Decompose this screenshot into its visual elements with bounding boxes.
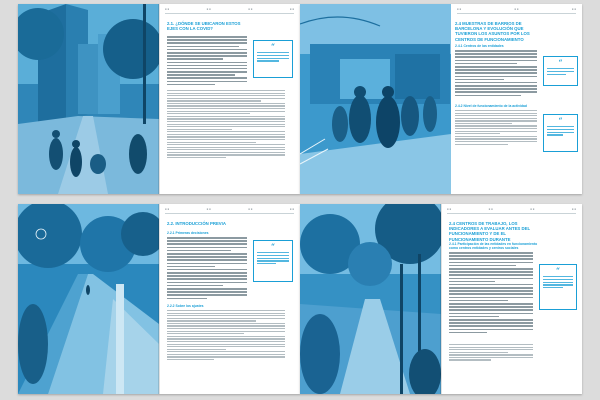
spread-3 [18, 204, 300, 394]
spread-4 [300, 204, 582, 394]
section-heading: 2.4 MUESTRAS DE BARRIOS DE BARCELONA Y EVOLUCIÓN QUE TUVIERON LOS ASUNTOS POR LOS CENTROS DE FUNCIONAMIENTO [455, 21, 530, 42]
subsection-heading: 2.2.1 Primeras decisiones [167, 231, 209, 235]
street-photo [18, 4, 159, 194]
pull-quote: “ [543, 56, 578, 86]
spread-1 [18, 4, 300, 194]
spine [440, 204, 442, 394]
text-page [159, 204, 300, 394]
body-text [167, 237, 247, 301]
running-header: ■ ■ ■ ■ ■ ■ [457, 8, 576, 11]
body-text [449, 252, 533, 335]
text-page [451, 4, 582, 194]
crowd-photo [300, 4, 451, 194]
pull-quote: “ [253, 240, 293, 282]
body-text [167, 36, 247, 87]
subsection-heading: 2.2.2 Sobre los ajustes [167, 304, 204, 308]
spine [158, 204, 160, 394]
spine [158, 4, 160, 194]
body-text [167, 90, 285, 160]
body-text [455, 50, 537, 98]
section-heading: 2.1. ¿DÓNDE SE UBICARON ESTOS EJES CON LA COVID? [167, 21, 241, 32]
running-header: ■ ■ ■ ■ ■ ■ ■ ■ [165, 208, 294, 211]
pull-quote: “ [253, 40, 293, 78]
subsection-heading: 2.4.2 Nivel de funcionamiento de la actividad [455, 104, 527, 108]
section-heading: 2.4 CENTROS DE TRABAJO, LOS INDICADORES A EVALUAR ANTES DEL FUNCIONAMIENTO Y DE EL FUNCIONAMIENTO DURANTE [449, 221, 531, 242]
section-heading: 2.2. INTRODUCCIÓN PREVIA [167, 221, 226, 226]
subsection-heading: 2.4.1 Centros de las entidades [455, 44, 504, 48]
canal-path-photo [18, 204, 159, 394]
text-page [159, 4, 300, 194]
subsection-heading: 2.4.1 Participación de las entidades en funcionamiento como centros entidades y centros sociales [449, 242, 538, 250]
spread-2 [300, 4, 582, 194]
text-page [441, 204, 582, 394]
pull-quote: “ [543, 114, 578, 152]
body-text [167, 310, 285, 362]
park-trees-photo [300, 204, 441, 394]
body-text [449, 344, 533, 362]
running-header: ■ ■ ■ ■ ■ ■ ■ ■ [165, 8, 294, 11]
body-text [455, 110, 537, 146]
pull-quote: “ [539, 264, 577, 310]
running-header: ■ ■ ■ ■ ■ ■ ■ ■ [447, 208, 576, 211]
